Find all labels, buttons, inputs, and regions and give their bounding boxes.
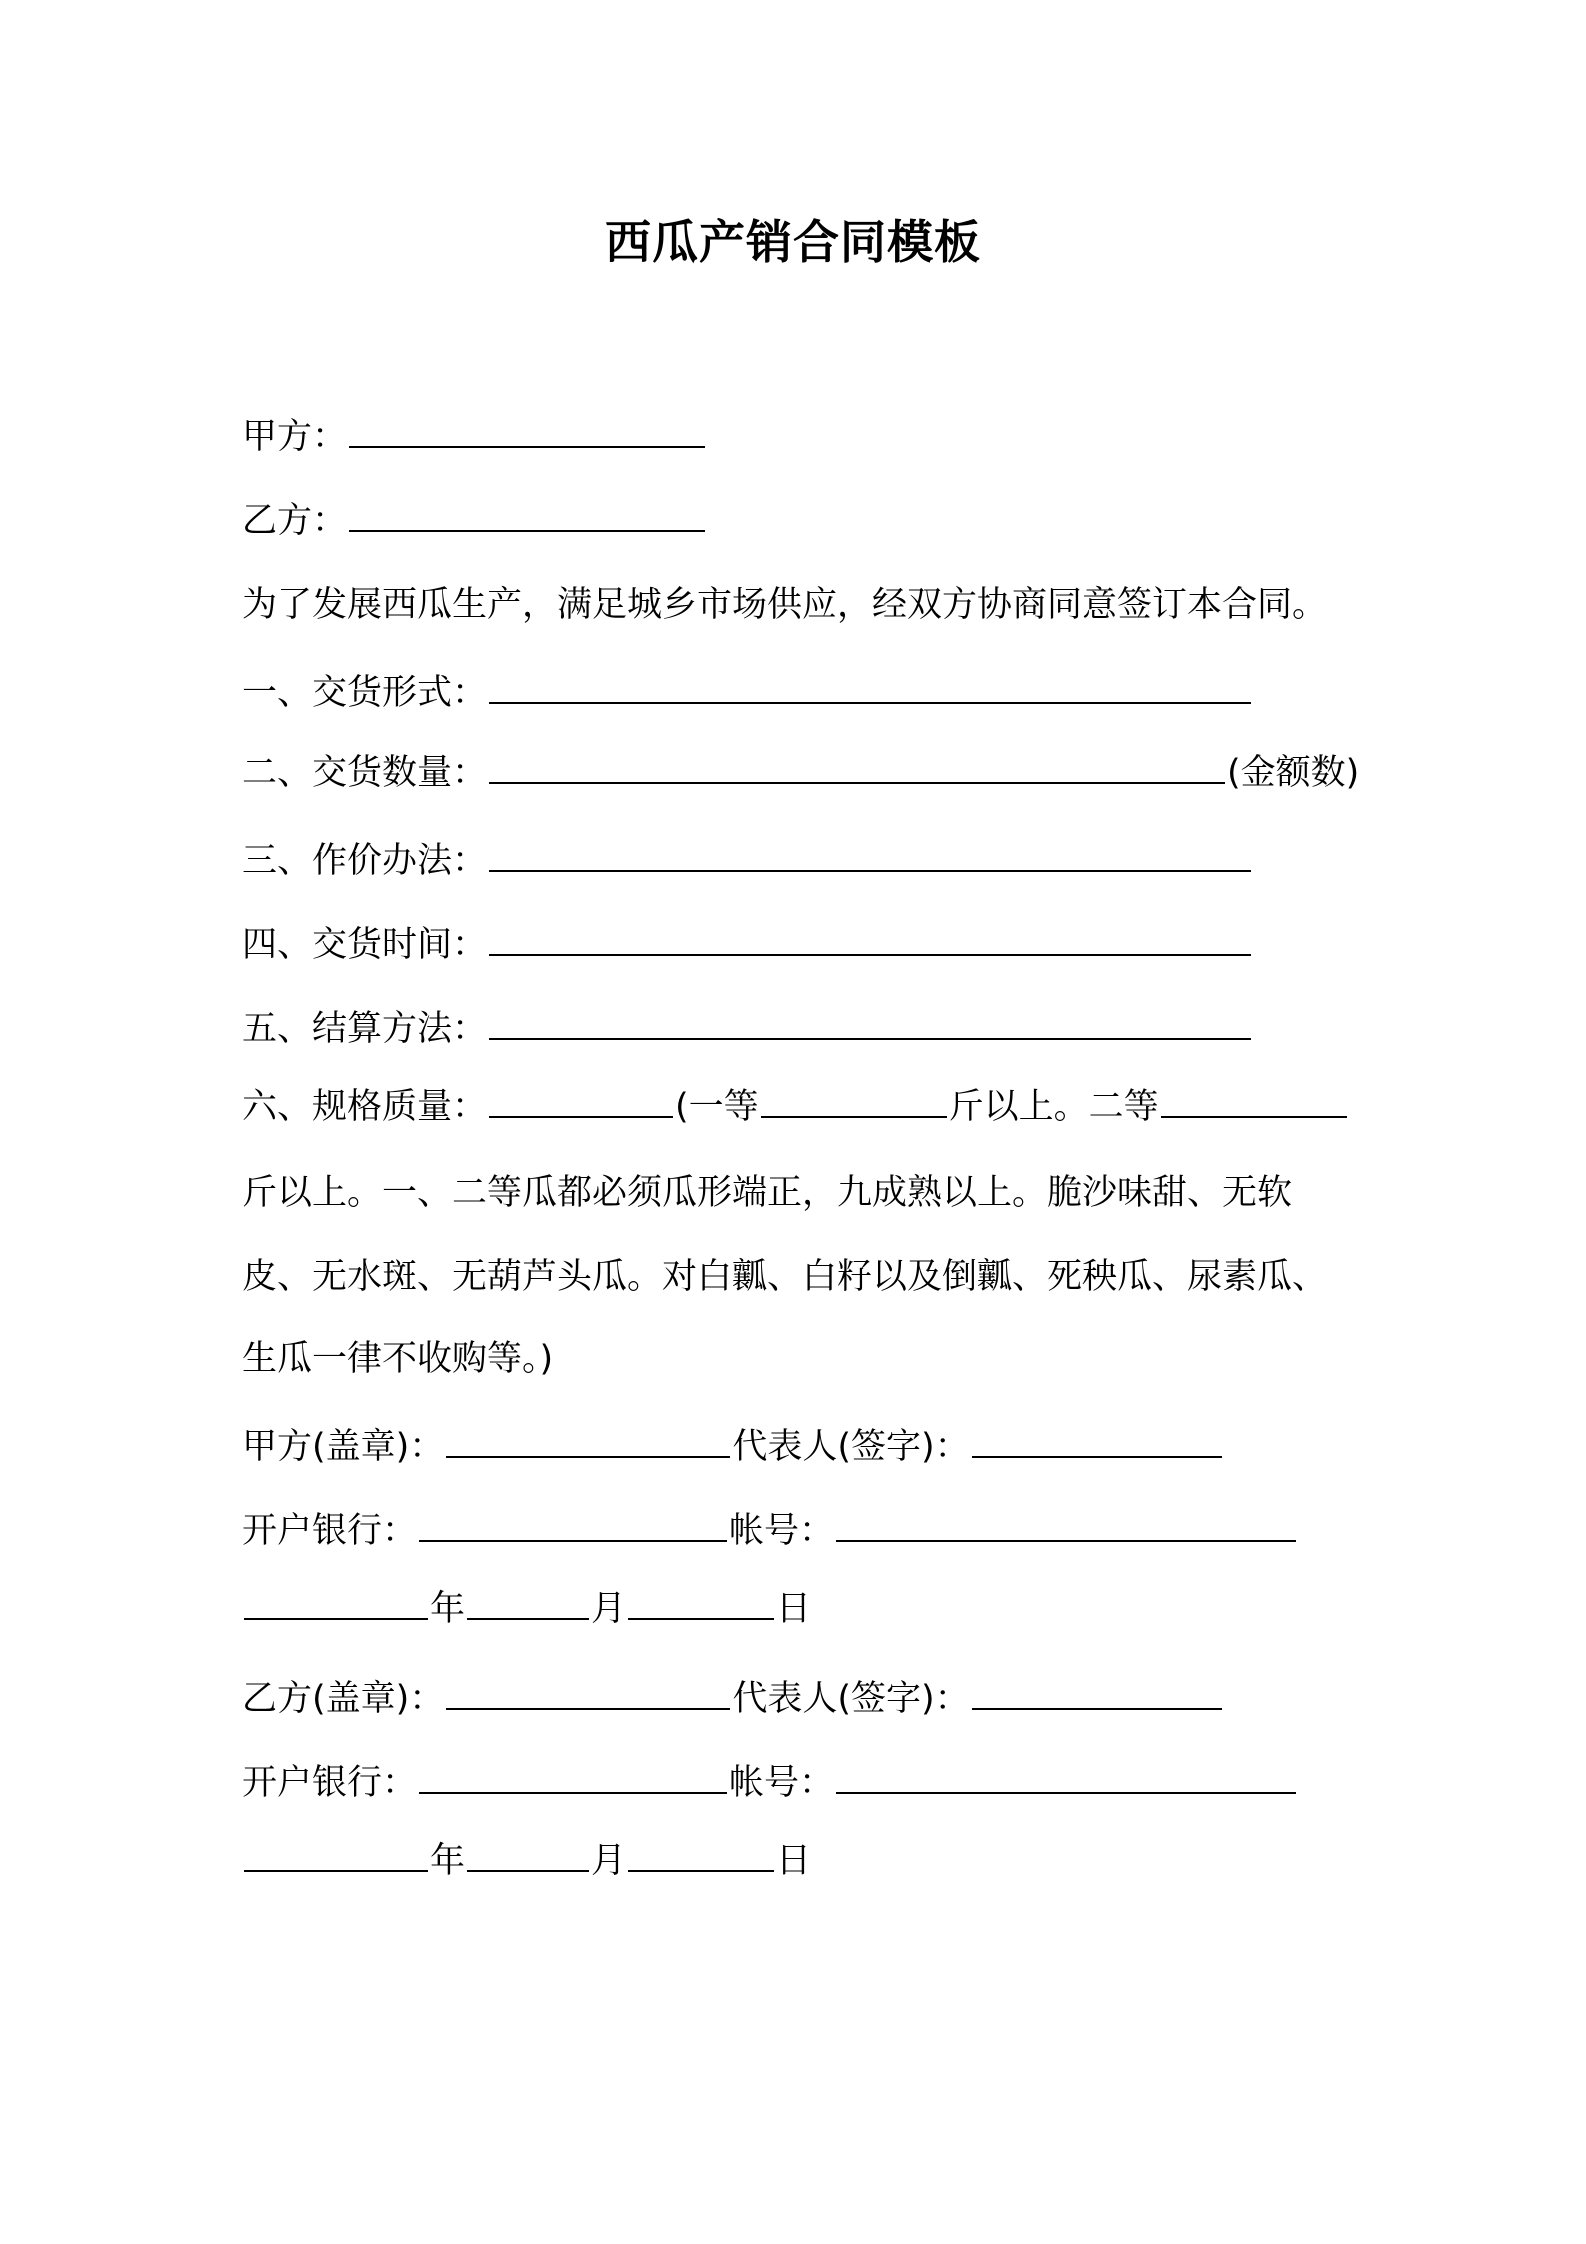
party-a-rep-blank[interactable] [972,1426,1222,1458]
clause-delivery-time [242,920,1253,970]
clause-pricing-method [242,836,1253,886]
clause-pricing-method-label: 三、作价办法： [242,841,488,881]
party-b-year-label: 年 [430,1841,466,1881]
party-b-rep-label: 代表人(签字)： [732,1679,970,1719]
party-a-label: 甲方： [242,417,348,457]
party-b-seal-blank[interactable] [446,1678,730,1710]
intro-text: 为了发展西瓜生产，满足城乡市场供应，经双方协商同意签订本合同。 [242,585,1328,625]
clause-delivery-quantity-blank[interactable] [489,752,1225,784]
party-b-account-label: 帐号： [729,1763,835,1803]
clause-delivery-time-blank[interactable] [489,924,1251,956]
spec-first-grade-blank[interactable] [761,1086,947,1118]
party-b-year-blank[interactable] [244,1840,428,1872]
clause-delivery-quantity-label: 二、交货数量： [242,753,488,793]
document-title: 西瓜产销合同模板 [605,215,981,269]
party-b-date-line [242,1836,811,1886]
clause-delivery-form-blank[interactable] [489,672,1251,704]
clause-delivery-quantity [242,748,1359,798]
clause-spec-quality [242,1082,1349,1132]
party-b-seal-label: 乙方(盖章)： [242,1679,445,1719]
party-a-year-blank[interactable] [244,1588,428,1620]
party-a-year-label: 年 [430,1589,466,1629]
party-b-signature-line [242,1674,1224,1724]
party-a-signature-line [242,1422,1224,1472]
clause-settlement-method-blank[interactable] [489,1008,1251,1040]
clause-pricing-method-blank[interactable] [489,840,1251,872]
party-b-day-label: 日 [776,1841,812,1881]
spec-first-grade-label: (一等 [675,1087,759,1127]
party-a-month-blank[interactable] [467,1588,589,1620]
party-a-day-blank[interactable] [628,1588,774,1620]
party-a-rep-label: 代表人(签字)： [732,1427,970,1467]
party-b-line [242,496,707,546]
party-a-line [242,412,707,462]
party-a-account-label: 帐号： [729,1511,835,1551]
spec-quality-blank[interactable] [489,1086,673,1118]
party-b-blank[interactable] [349,500,705,532]
spec-quality-line-3: 皮、无水斑、无葫芦头瓜。对白瓤、白籽以及倒瓤、死秧瓜、尿素瓜、 [242,1257,1328,1297]
spec-second-grade-blank[interactable] [1161,1086,1347,1118]
spec-quality-line-4: 生瓜一律不收购等。) [242,1339,554,1379]
party-b-day-blank[interactable] [628,1840,774,1872]
party-a-bank-label: 开户银行： [242,1511,418,1551]
spec-second-grade-label: 斤以上。二等 [948,1087,1159,1127]
clause-delivery-form [242,668,1253,718]
spec-quality-line-2: 斤以上。一、二等瓜都必须瓜形端正，九成熟以上。脆沙味甜、无软 [242,1173,1293,1213]
clause-settlement-method [242,1004,1253,1054]
party-a-account-blank[interactable] [836,1510,1296,1542]
party-a-seal-label: 甲方(盖章)： [242,1427,445,1467]
party-b-bank-label: 开户银行： [242,1763,418,1803]
clause-spec-quality-label: 六、规格质量： [242,1087,488,1127]
party-b-rep-blank[interactable] [972,1678,1222,1710]
clause-settlement-method-label: 五、结算方法： [242,1009,488,1049]
clause-delivery-form-label: 一、交货形式： [242,673,488,713]
party-b-bank-blank[interactable] [419,1762,727,1794]
clause-delivery-time-label: 四、交货时间： [242,925,488,965]
party-a-bank-line [242,1506,1298,1556]
party-b-month-blank[interactable] [467,1840,589,1872]
party-a-seal-blank[interactable] [446,1426,730,1458]
party-b-account-blank[interactable] [836,1762,1296,1794]
party-a-date-line [242,1584,811,1634]
party-a-blank[interactable] [349,416,705,448]
party-a-month-label: 月 [591,1589,627,1629]
party-b-month-label: 月 [591,1841,627,1881]
party-b-bank-line [242,1758,1298,1808]
party-a-bank-blank[interactable] [419,1510,727,1542]
clause-delivery-quantity-suffix: (金额数) [1227,753,1360,793]
party-b-label: 乙方： [242,501,348,541]
party-a-day-label: 日 [776,1589,812,1629]
